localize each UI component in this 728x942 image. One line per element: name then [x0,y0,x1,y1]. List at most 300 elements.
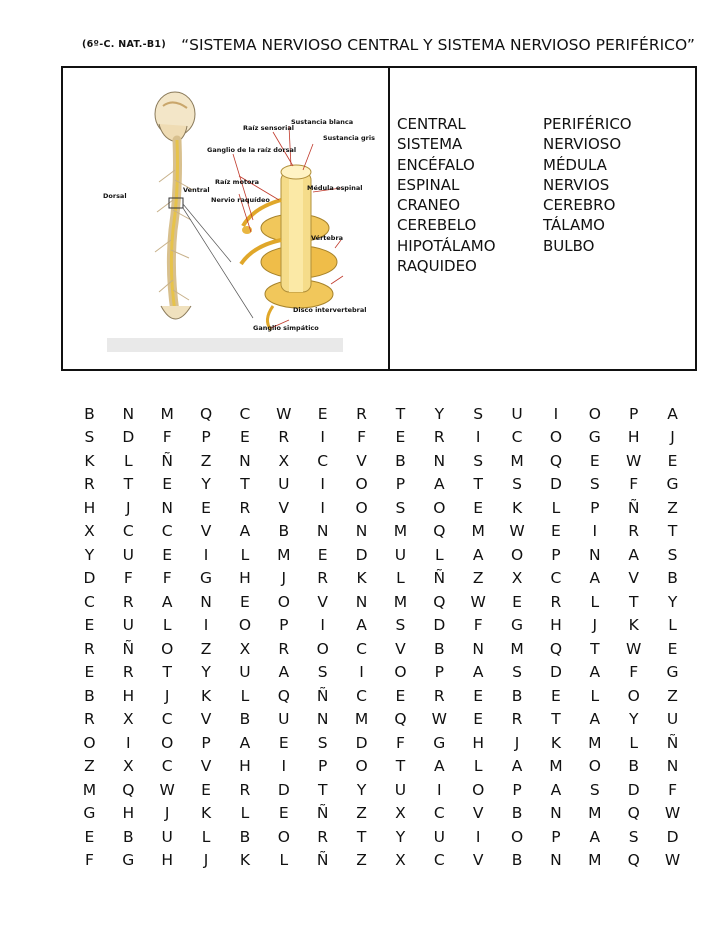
grid-letter[interactable]: C [511,428,523,447]
grid-letter[interactable]: I [475,827,481,846]
grid-letter[interactable]: C [356,686,367,705]
grid-letter[interactable]: L [396,569,405,588]
grid-letter[interactable]: Ñ [433,569,446,588]
grid-letter[interactable]: A [239,733,251,752]
grid-letter[interactable]: I [553,404,559,423]
grid-letter[interactable]: K [511,498,523,517]
grid-letter[interactable]: P [590,498,600,517]
grid-letter[interactable]: C [317,451,329,470]
grid-letter[interactable]: N [589,545,601,564]
grid-letter[interactable]: P [318,757,328,776]
grid-letter[interactable]: V [200,522,212,541]
grid-letter[interactable]: Z [200,639,212,658]
grid-letter[interactable]: L [668,616,677,635]
grid-letter[interactable]: U [278,710,290,729]
grid-letter[interactable]: F [84,851,94,870]
grid-letter[interactable]: B [122,827,134,846]
grid-letter[interactable]: W [626,451,642,470]
grid-letter[interactable]: K [84,451,95,470]
grid-letter[interactable]: D [627,780,640,799]
grid-letter[interactable]: R [511,710,523,729]
grid-letter[interactable]: R [122,663,134,682]
grid-letter[interactable]: R [239,780,251,799]
grid-letter[interactable]: N [355,522,368,541]
grid-letter[interactable]: B [628,757,639,776]
grid-letter[interactable]: G [588,428,601,447]
grid-letter[interactable]: A [434,757,445,776]
grid-letter[interactable]: A [278,663,290,682]
grid-letter[interactable]: A [472,663,484,682]
grid-letter[interactable]: S [317,663,328,682]
grid-letter[interactable]: T [473,475,483,494]
grid-letter[interactable]: T [395,757,406,776]
grid-letter[interactable]: C [161,757,173,776]
grid-letter[interactable]: C [433,804,445,823]
grid-letter[interactable]: S [395,498,406,517]
grid-letter[interactable]: V [628,569,639,588]
grid-letter[interactable]: L [279,851,289,870]
grid-letter[interactable]: H [122,686,135,705]
grid-letter[interactable]: L [123,451,133,470]
grid-letter[interactable]: H [161,851,174,870]
grid-letter[interactable]: E [317,404,328,423]
grid-letter[interactable]: U [122,616,134,635]
grid-letter[interactable]: A [589,569,601,588]
grid-letter[interactable]: D [549,663,562,682]
grid-letter[interactable]: K [550,733,562,752]
grid-letter[interactable]: K [628,616,639,635]
grid-letter[interactable]: U [394,545,407,564]
grid-letter[interactable]: A [628,545,639,564]
grid-letter[interactable]: H [239,757,251,776]
grid-letter[interactable]: P [512,780,522,799]
grid-letter[interactable]: E [395,428,406,447]
grid-letter[interactable]: S [589,475,600,494]
grid-letter[interactable]: E [667,451,678,470]
grid-letter[interactable]: T [551,710,561,729]
grid-letter[interactable]: P [629,404,639,423]
grid-letter[interactable]: D [122,428,135,447]
grid-letter[interactable]: B [84,404,95,423]
grid-letter[interactable]: B [395,451,406,470]
grid-letter[interactable]: R [84,639,95,658]
grid-letter[interactable]: T [395,404,406,423]
grid-letter[interactable]: U [161,827,173,846]
grid-letter[interactable]: C [84,592,95,611]
grid-letter[interactable]: V [200,757,212,776]
grid-letter[interactable]: G [122,851,135,870]
grid-letter[interactable]: B [511,686,523,705]
grid-letter[interactable]: K [200,804,212,823]
grid-letter[interactable]: P [201,733,211,752]
grid-letter[interactable]: O [161,639,174,658]
grid-letter[interactable]: S [589,780,600,799]
grid-letter[interactable]: U [511,404,523,423]
grid-letter[interactable]: E [395,686,406,705]
grid-letter[interactable]: N [550,851,562,870]
grid-letter[interactable]: D [666,827,679,846]
grid-letter[interactable]: V [278,498,290,517]
grid-letter[interactable]: B [239,827,251,846]
grid-letter[interactable]: M [354,710,369,729]
grid-letter[interactable]: O [316,639,329,658]
grid-letter[interactable]: G [433,733,446,752]
grid-letter[interactable]: K [356,569,367,588]
grid-letter[interactable]: I [126,733,131,752]
grid-letter[interactable]: E [84,663,95,682]
grid-letter[interactable]: Y [201,663,211,682]
grid-letter[interactable]: Ñ [161,451,173,470]
grid-letter[interactable]: N [433,451,446,470]
grid-letter[interactable]: E [589,451,600,470]
grid-letter[interactable]: J [514,733,520,752]
grid-letter[interactable]: U [394,780,407,799]
grid-letter[interactable]: T [123,475,134,494]
grid-letter[interactable]: E [512,592,522,611]
grid-letter[interactable]: R [239,498,251,517]
grid-letter[interactable]: Q [549,639,563,658]
grid-letter[interactable]: D [549,475,562,494]
grid-letter[interactable]: R [84,475,95,494]
grid-letter[interactable]: B [239,710,251,729]
grid-letter[interactable]: O [355,757,368,776]
grid-letter[interactable]: V [317,592,328,611]
grid-letter[interactable]: X [123,757,134,776]
grid-letter[interactable]: R [317,569,329,588]
grid-letter[interactable]: N [161,498,173,517]
grid-letter[interactable]: H [472,733,485,752]
grid-letter[interactable]: M [510,639,524,658]
grid-letter[interactable]: A [239,522,251,541]
grid-letter[interactable]: Q [433,592,446,611]
grid-letter[interactable]: N [316,522,329,541]
grid-letter[interactable]: E [162,475,173,494]
grid-letter[interactable]: S [473,451,484,470]
grid-letter[interactable]: U [122,545,134,564]
grid-letter[interactable]: D [277,780,290,799]
grid-letter[interactable]: E [667,639,678,658]
grid-letter[interactable]: I [320,498,325,517]
grid-letter[interactable]: S [317,733,328,752]
grid-letter[interactable]: Q [433,522,446,541]
grid-letter[interactable]: M [510,451,524,470]
grid-letter[interactable]: I [203,616,209,635]
grid-letter[interactable]: T [162,663,172,682]
grid-letter[interactable]: S [512,475,522,494]
grid-letter[interactable]: I [320,428,325,447]
grid-letter[interactable]: Y [667,592,678,611]
grid-letter[interactable]: I [281,757,287,776]
grid-letter[interactable]: N [316,710,329,729]
grid-letter[interactable]: P [279,616,289,635]
grid-letter[interactable]: Q [627,851,640,870]
grid-letter[interactable]: X [239,639,251,658]
grid-letter[interactable]: F [629,663,639,682]
grid-letter[interactable]: Z [472,569,484,588]
grid-letter[interactable]: L [590,686,600,705]
grid-letter[interactable]: W [509,522,525,541]
grid-letter[interactable]: N [239,451,251,470]
grid-letter[interactable]: R [122,592,134,611]
grid-letter[interactable]: E [201,780,211,799]
grid-letter[interactable]: C [161,710,173,729]
grid-letter[interactable]: J [126,498,131,517]
grid-letter[interactable]: Ñ [316,804,329,823]
grid-letter[interactable]: C [356,639,367,658]
grid-letter[interactable]: O [472,780,485,799]
grid-letter[interactable]: O [433,498,446,517]
grid-letter[interactable]: R [433,428,445,447]
grid-letter[interactable]: V [472,804,484,823]
grid-letter[interactable]: I [475,428,481,447]
grid-letter[interactable]: C [122,522,134,541]
grid-letter[interactable]: L [240,686,250,705]
grid-letter[interactable]: E [201,498,211,517]
grid-letter[interactable]: N [666,757,679,776]
grid-letter[interactable]: B [511,851,523,870]
grid-letter[interactable]: E [84,616,95,635]
grid-letter[interactable]: O [588,404,601,423]
grid-letter[interactable]: O [355,498,368,517]
grid-letter[interactable]: S [628,827,639,846]
grid-letter[interactable]: D [83,569,96,588]
grid-letter[interactable]: L [629,733,638,752]
grid-letter[interactable]: K [200,686,212,705]
grid-letter[interactable]: C [550,569,562,588]
grid-letter[interactable]: J [670,428,675,447]
grid-letter[interactable]: J [164,804,170,823]
grid-letter[interactable]: U [666,710,679,729]
grid-letter[interactable]: V [356,451,367,470]
grid-letter[interactable]: Z [667,498,678,517]
grid-letter[interactable]: W [626,639,642,658]
grid-letter[interactable]: R [356,404,367,423]
grid-letter[interactable]: Y [201,475,211,494]
grid-letter[interactable]: V [472,851,484,870]
grid-letter[interactable]: Ñ [122,639,135,658]
grid-letter[interactable]: L [473,757,483,776]
grid-letter[interactable]: H [239,569,251,588]
grid-letter[interactable]: A [589,710,601,729]
grid-letter[interactable]: Z [667,686,678,705]
grid-letter[interactable]: R [278,428,290,447]
grid-letter[interactable]: A [356,616,367,635]
grid-letter[interactable]: L [162,616,172,635]
grid-letter[interactable]: W [159,780,175,799]
grid-letter[interactable]: W [664,804,681,823]
grid-letter[interactable]: I [203,545,209,564]
grid-letter[interactable]: R [433,686,445,705]
grid-letter[interactable]: E [317,545,328,564]
grid-letter[interactable]: L [240,804,250,823]
grid-letter[interactable]: B [433,639,445,658]
grid-letter[interactable]: R [84,710,95,729]
grid-letter[interactable]: M [160,404,174,423]
grid-letter[interactable]: L [590,592,600,611]
grid-letter[interactable]: G [666,475,679,494]
grid-letter[interactable]: S [84,428,95,447]
grid-letter[interactable]: A [550,780,562,799]
grid-letter[interactable]: E [162,545,173,564]
grid-letter[interactable]: G [666,663,679,682]
grid-letter[interactable]: S [512,663,522,682]
grid-letter[interactable]: A [472,545,484,564]
grid-letter[interactable]: A [161,592,173,611]
grid-letter[interactable]: Q [199,404,213,423]
grid-letter[interactable]: R [317,827,329,846]
grid-letter[interactable]: O [510,827,524,846]
grid-letter[interactable]: O [277,592,290,611]
grid-letter[interactable]: R [278,639,290,658]
grid-letter[interactable]: F [357,428,367,447]
grid-letter[interactable]: C [239,404,251,423]
grid-letter[interactable]: O [161,733,174,752]
grid-letter[interactable]: Q [394,710,407,729]
grid-letter[interactable]: T [590,639,600,658]
grid-letter[interactable]: Z [200,451,212,470]
grid-letter[interactable]: Z [356,851,367,870]
grid-letter[interactable]: X [395,851,406,870]
grid-letter[interactable]: P [551,545,561,564]
grid-letter[interactable]: M [588,804,602,823]
grid-letter[interactable]: J [164,686,170,705]
grid-letter[interactable]: L [240,545,250,564]
grid-letter[interactable]: F [473,616,483,635]
grid-letter[interactable]: E [473,686,484,705]
grid-letter[interactable]: K [239,851,251,870]
grid-letter[interactable]: H [550,616,562,635]
grid-letter[interactable]: Q [122,780,135,799]
grid-letter[interactable]: T [240,475,250,494]
grid-letter[interactable]: E [278,733,289,752]
grid-letter[interactable]: F [162,569,172,588]
grid-letter[interactable]: U [433,827,445,846]
grid-letter[interactable]: T [356,827,367,846]
grid-letter[interactable]: A [589,827,601,846]
grid-letter[interactable]: Q [549,451,563,470]
grid-letter[interactable]: M [471,522,485,541]
grid-letter[interactable]: T [667,522,678,541]
grid-letter[interactable]: F [629,475,639,494]
grid-letter[interactable]: F [162,428,172,447]
grid-letter[interactable]: Q [627,804,640,823]
grid-letter[interactable]: F [123,569,133,588]
grid-letter[interactable]: P [201,428,211,447]
grid-letter[interactable]: D [355,545,368,564]
grid-letter[interactable]: X [395,804,406,823]
grid-letter[interactable]: A [511,757,523,776]
grid-letter[interactable]: N [122,404,135,423]
grid-letter[interactable]: E [551,522,561,541]
grid-letter[interactable]: S [667,545,678,564]
grid-letter[interactable]: Ñ [316,686,329,705]
grid-letter[interactable]: R [550,592,562,611]
grid-letter[interactable]: I [359,663,364,682]
grid-letter[interactable]: Y [628,710,639,729]
grid-letter[interactable]: I [320,475,325,494]
grid-letter[interactable]: X [278,451,290,470]
grid-letter[interactable]: G [83,804,96,823]
grid-letter[interactable]: N [472,639,484,658]
grid-letter[interactable]: V [200,710,212,729]
grid-letter[interactable]: F [395,733,405,752]
grid-letter[interactable]: I [320,616,325,635]
grid-letter[interactable]: X [511,569,523,588]
grid-letter[interactable]: M [393,522,408,541]
grid-letter[interactable]: O [510,545,524,564]
grid-letter[interactable]: C [433,851,445,870]
grid-letter[interactable]: D [355,733,368,752]
grid-letter[interactable]: L [434,545,444,564]
grid-letter[interactable]: B [667,569,678,588]
grid-letter[interactable]: I [592,522,598,541]
grid-letter[interactable]: B [84,686,95,705]
grid-letter[interactable]: L [201,827,211,846]
grid-letter[interactable]: H [627,428,640,447]
grid-letter[interactable]: O [277,827,290,846]
grid-letter[interactable]: G [200,569,213,588]
grid-letter[interactable]: Q [277,686,290,705]
grid-letter[interactable]: J [203,851,209,870]
grid-letter[interactable]: Ñ [627,498,640,517]
grid-letter[interactable]: U [239,663,251,682]
grid-letter[interactable]: N [550,804,562,823]
grid-letter[interactable]: B [278,522,290,541]
grid-letter[interactable]: A [589,663,601,682]
grid-letter[interactable]: B [511,804,523,823]
grid-letter[interactable]: M [549,757,563,776]
grid-letter[interactable]: X [123,710,134,729]
grid-letter[interactable]: T [628,592,639,611]
grid-letter[interactable]: M [588,733,602,752]
grid-letter[interactable]: P [434,663,444,682]
grid-letter[interactable]: E [551,686,561,705]
grid-letter[interactable]: Z [356,804,367,823]
grid-letter[interactable]: L [551,498,561,517]
grid-letter[interactable]: V [395,639,406,658]
grid-letter[interactable]: O [238,616,252,635]
grid-letter[interactable]: J [592,616,598,635]
grid-letter[interactable]: W [276,404,292,423]
grid-letter[interactable]: Ñ [666,733,679,752]
grid-letter[interactable]: W [470,592,486,611]
grid-letter[interactable]: T [317,780,328,799]
grid-letter[interactable]: R [628,522,640,541]
grid-letter[interactable]: E [473,498,484,517]
grid-letter[interactable]: X [84,522,95,541]
grid-letter[interactable]: H [122,804,135,823]
grid-letter[interactable]: P [551,827,561,846]
grid-letter[interactable]: M [277,545,291,564]
grid-letter[interactable]: J [281,569,287,588]
grid-letter[interactable]: N [200,592,212,611]
grid-letter[interactable]: A [667,404,678,423]
grid-letter[interactable]: U [278,475,290,494]
grid-letter[interactable]: H [83,498,96,517]
grid-letter[interactable]: C [161,522,173,541]
grid-letter[interactable]: O [549,428,563,447]
grid-letter[interactable]: W [431,710,447,729]
grid-letter[interactable]: M [588,851,602,870]
grid-letter[interactable]: M [82,780,97,799]
grid-letter[interactable]: F [668,780,678,799]
grid-letter[interactable]: P [395,475,406,494]
grid-letter[interactable]: W [664,851,681,870]
grid-letter[interactable]: O [355,475,368,494]
grid-letter[interactable]: I [437,780,442,799]
grid-letter[interactable]: A [434,475,445,494]
grid-letter[interactable]: E [84,827,95,846]
